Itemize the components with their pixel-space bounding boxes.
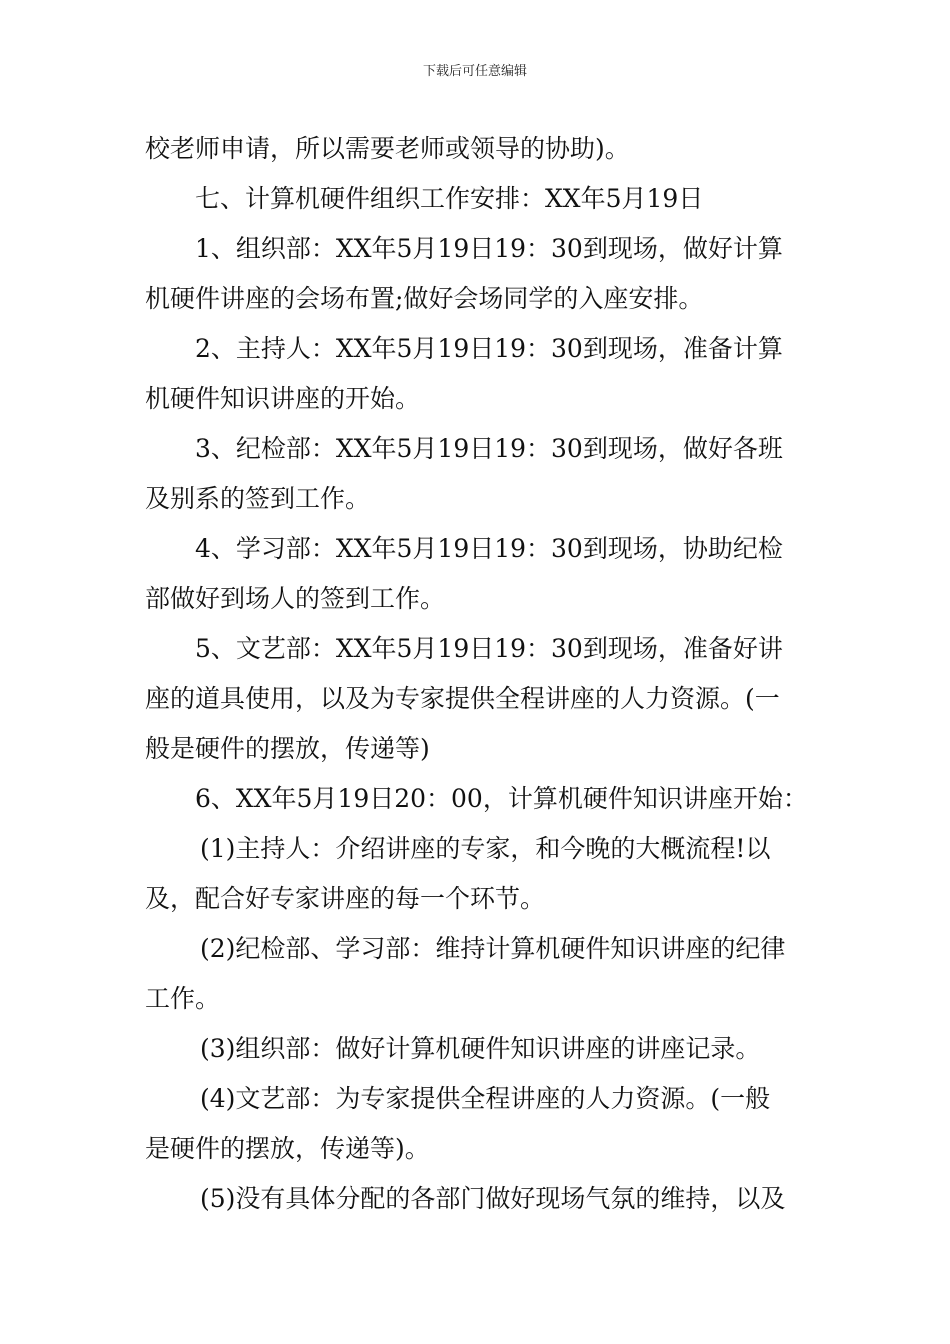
paragraph-line: 2、主持人：XX年5月19日19：30到现场，准备计算: [195, 334, 783, 363]
paragraph-line: 1、组织部：XX年5月19日19：30到现场，做好计算: [195, 234, 783, 263]
paragraph-line: 及别系的签到工作。: [145, 484, 371, 513]
paragraph-line: 机硬件知识讲座的开始。: [145, 384, 421, 413]
paragraph-line: 是硬件的摆放，传递等)。: [145, 1134, 430, 1163]
list-item: (2)纪检部、学习部：维持计算机硬件知识讲座的纪律: [200, 934, 786, 963]
paragraph-line: 3、纪检部：XX年5月19日19：30到现场，做好各班: [195, 434, 783, 463]
paragraph-line: 及，配合好专家讲座的每一个环节。: [145, 884, 546, 913]
paragraph-line: 机硬件讲座的会场布置;做好会场同学的入座安排。: [145, 284, 704, 313]
section-heading: 七、计算机硬件组织工作安排：XX年5月19日: [195, 184, 704, 213]
list-item: (3)组织部：做好计算机硬件知识讲座的讲座记录。: [200, 1034, 761, 1063]
paragraph-line: 工作。: [145, 984, 221, 1013]
paragraph-line: 4、学习部：XX年5月19日19：30到现场，协助纪检: [195, 534, 783, 563]
paragraph-line: 座的道具使用，以及为专家提供全程讲座的人力资源。(一: [145, 684, 780, 713]
page-header: 下载后可任意编辑: [422, 64, 527, 79]
paragraph-line: 校老师申请，所以需要老师或领导的协助)。: [145, 134, 630, 163]
list-item: (4)文艺部：为专家提供全程讲座的人力资源。(一般: [200, 1084, 771, 1113]
paragraph-line: 5、文艺部：XX年5月19日19：30到现场，准备好讲: [195, 634, 783, 663]
document-body: [145, 124, 810, 1224]
list-item: (5)没有具体分配的各部门做好现场气氛的维持，以及: [200, 1184, 786, 1213]
paragraph-line: 6、XX年5月19日20：00，计算机硬件知识讲座开始：: [195, 784, 808, 813]
paragraph-line: 般是硬件的摆放，传递等): [145, 734, 430, 763]
paragraph-line: 部做好到场人的签到工作。: [145, 584, 446, 613]
list-item: (1)主持人：介绍讲座的专家，和今晚的大概流程!以: [200, 834, 771, 863]
